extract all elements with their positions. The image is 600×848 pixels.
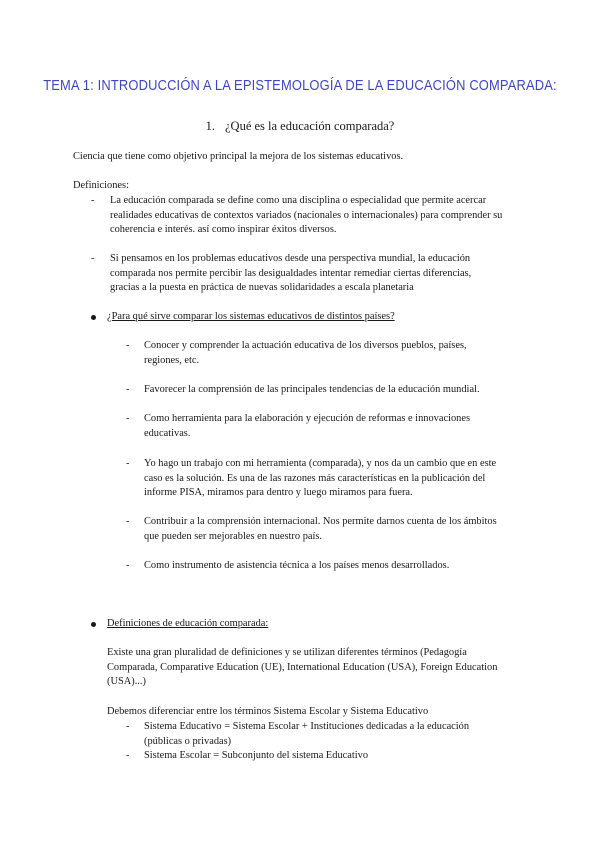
defs-para1-line-1: Existe una gran pluralidad de definiciones y se utilizan diferentes términos (Pedagogía <box>107 647 467 658</box>
dash-marker: - <box>126 384 130 395</box>
purpose-item-3 <box>126 412 526 442</box>
system-2-line-1: Sistema Escolar = Subconjunto del sistema Educativo <box>144 750 369 761</box>
purpose-5-line-2: que pueden ser mejorables en nuestro país. <box>144 530 323 542</box>
definition-item-2 <box>91 252 551 297</box>
definitions-label: Definiciones: <box>73 180 129 191</box>
dash-marker: - <box>126 560 130 571</box>
purpose-heading: ¿Para qué sirve comparar los sistemas educativos de distintos países? <box>107 311 395 322</box>
purpose-5-line-1: Contribuir a la comprensión internacional. Nos permite darnos cuenta de los ámbitos <box>144 516 497 527</box>
purpose-4-line-3: informe PISA, miramos para dentro y luego miramos para fuera. <box>144 487 413 498</box>
system-item-2 <box>126 749 526 765</box>
dash-marker: - <box>126 721 130 732</box>
definition-1-line-2: realidades educativas de contextos variados (nacionales o internacionales) para comprender su <box>110 209 503 221</box>
definition-2-line-1: Si pensamos en los problemas educativos desde una perspectiva mundial, la educación <box>110 253 471 264</box>
purpose-bullet <box>91 310 511 326</box>
defs-comparada-bullet <box>91 617 391 633</box>
defs-comparada-heading: Definiciones de educación comparada: <box>107 618 269 629</box>
purpose-item-1 <box>126 339 526 369</box>
system-1-line-1: Sistema Educativo = Sistema Escolar + Instituciones dedicadas a la educación <box>144 721 470 732</box>
definition-1-line-1: La educación comparada se define como una disciplina o especialidad que permite acercar <box>110 195 487 206</box>
bullet-dot <box>91 315 96 320</box>
system-item-1 <box>126 720 526 750</box>
definition-item-1 <box>91 194 551 239</box>
dash-marker: - <box>91 253 95 264</box>
section-heading <box>0 118 600 134</box>
definition-2-line-3: gracias a la puesta en práctica de nuevas solidaridades a escala planetaria <box>110 282 414 293</box>
purpose-item-6 <box>126 559 526 575</box>
dash-marker: - <box>126 413 130 424</box>
intro-paragraph: Ciencia que tiene como objetivo principal la mejora de los sistemas educativos. <box>73 151 404 162</box>
dash-marker: - <box>91 195 95 206</box>
purpose-3-line-2: educativas. <box>144 427 191 439</box>
purpose-item-5 <box>126 515 536 545</box>
dash-marker: - <box>126 458 130 469</box>
section-number: 1. <box>205 119 215 133</box>
definition-2-line-2: comparada nos permite percibir las desigualdades intentar remediar ciertas diferencias, <box>110 267 472 279</box>
section-heading-text: ¿Qué es la educación comparada? <box>225 119 395 133</box>
purpose-1-line-2: regiones, etc. <box>144 354 200 366</box>
dash-marker: - <box>126 750 130 761</box>
purpose-6-line-1: Como instrumento de asistencia técnica a los países menos desarrollados. <box>144 560 450 571</box>
defs-para1-line-2: Comparada, Comparative Education (UE), International Education (USA), Foreign Education <box>107 661 498 673</box>
purpose-item-4 <box>126 457 536 502</box>
bullet-dot <box>91 622 96 627</box>
system-1-line-2: (públicas o privadas) <box>144 735 232 747</box>
dash-marker: - <box>126 516 130 527</box>
definition-1-line-3: coherencia e interés. así como inspirar éxitos diversos. <box>110 224 337 235</box>
defs-comparada-paragraph-1 <box>107 646 497 690</box>
purpose-4-line-2: caso es la solución. Es una de las razones más características en la publicación del <box>144 472 486 484</box>
defs-para1-line-3: (USA)...) <box>107 676 146 687</box>
dash-marker: - <box>126 340 130 351</box>
purpose-item-2 <box>126 383 526 399</box>
document-title: TEMA 1: INTRODUCCIÓN A LA EPISTEMOLOGÍA DE LA EDUCACIÓN COMPARADA: <box>43 77 557 94</box>
purpose-1-line-1: Conocer y comprender la actuación educativa de los diversos pueblos, países, <box>144 340 467 351</box>
purpose-3-line-1: Como herramienta para la elaboración y ejecución de reformas e innovaciones <box>144 413 471 424</box>
purpose-2-line-1: Favorecer la comprensión de las principales tendencias de la educación mundial. <box>144 384 480 395</box>
purpose-4-line-1: Yo hago un trabajo con mi herramienta (comparada), y nos da un cambio que en este <box>144 458 497 469</box>
defs-comparada-paragraph-2: Debemos diferenciar entre los términos Sistema Escolar y Sistema Educativo <box>107 706 429 717</box>
